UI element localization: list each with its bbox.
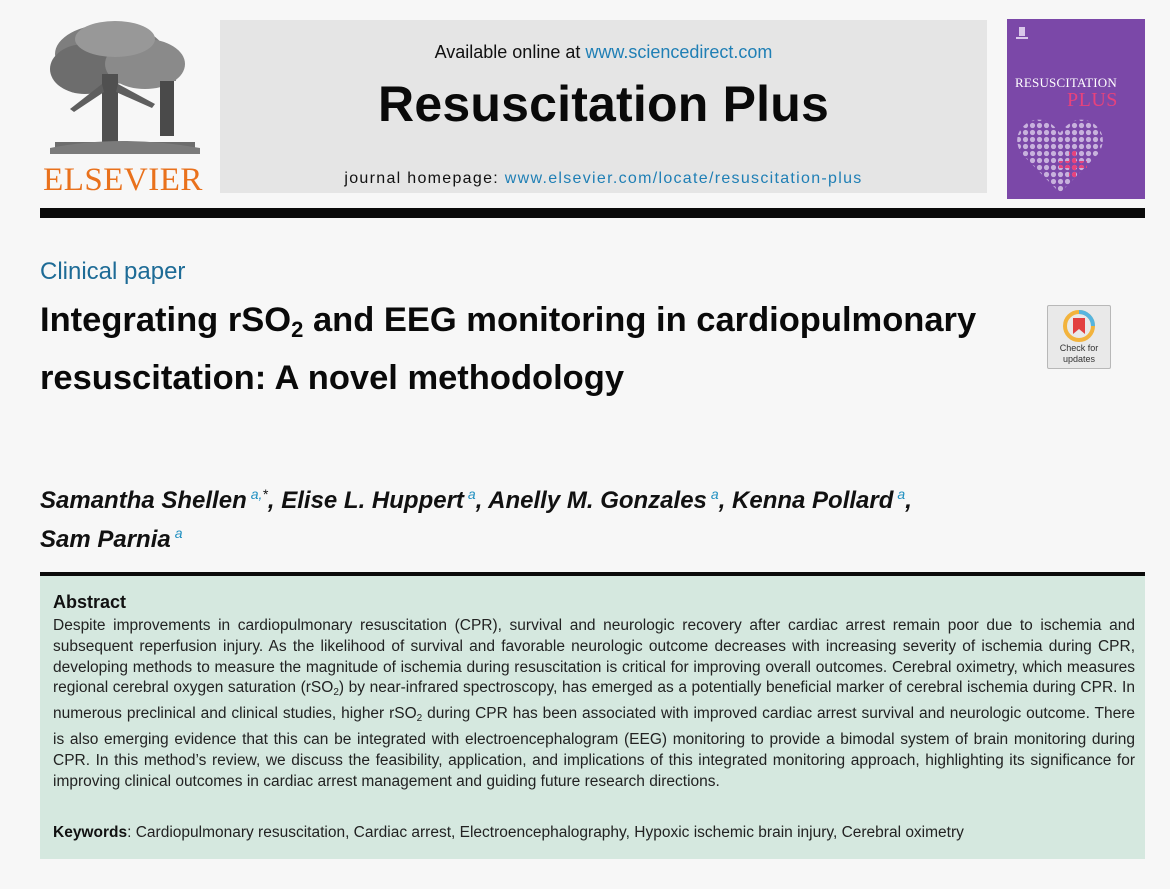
elsevier-tree-icon <box>40 14 206 162</box>
abstract-subscript: 2 <box>333 687 339 699</box>
abstract-heading: Abstract <box>53 592 127 612</box>
available-prefix: Available online at <box>434 42 586 62</box>
author-name[interactable]: Samantha Shellen <box>40 487 247 514</box>
title-part-2: and EEG monitoring in cardiopulmonary resuscitation: A novel methodology <box>40 301 977 397</box>
abstract-subscript: 2 <box>416 713 423 725</box>
author-separator: , <box>905 487 912 514</box>
author-separator: , <box>475 487 489 514</box>
abstract-box <box>40 572 1145 859</box>
author-separator: , <box>718 487 733 514</box>
cover-title: RESUSCITATION <box>1015 75 1117 90</box>
elsevier-wordmark: ELSEVIER <box>43 162 203 198</box>
check-updates-line-1: Check for <box>1059 343 1099 353</box>
affiliation-marker[interactable]: a,* <box>250 486 268 502</box>
article-type-label: Clinical paper <box>40 258 186 285</box>
journal-cover[interactable] <box>1007 19 1145 199</box>
title-part-1: Integrating rSO <box>40 301 292 339</box>
keywords <box>53 824 964 842</box>
dotted-heart-icon <box>1015 115 1105 195</box>
keywords-separator: : <box>127 824 136 841</box>
paper-title <box>40 296 1000 402</box>
header-rule <box>40 208 1145 218</box>
affiliation-marker[interactable]: a <box>897 486 906 502</box>
sciencedirect-link[interactable]: www.sciencedirect.com <box>585 42 773 62</box>
author-name[interactable]: Elise L. Huppert <box>281 487 464 514</box>
affiliation-marker[interactable]: a <box>174 525 183 541</box>
journal-homepage <box>220 170 987 188</box>
homepage-link[interactable]: www.elsevier.com/locate/resuscitation-plus <box>504 170 863 187</box>
author-name[interactable]: Sam Parnia <box>40 526 171 553</box>
author-separator: , <box>267 487 282 514</box>
keywords-label: Keywords <box>53 824 128 841</box>
journal-header <box>40 14 1145 204</box>
check-updates-line-2: updates <box>1062 354 1096 364</box>
journal-title: Resuscitation Plus <box>378 76 829 132</box>
homepage-prefix: journal homepage: <box>344 170 505 187</box>
title-subscript: 2 <box>291 317 304 342</box>
available-online <box>220 42 987 63</box>
check-for-updates-button[interactable] <box>1047 305 1111 369</box>
author-name[interactable]: Kenna Pollard <box>732 487 894 514</box>
elsevier-mini-logo-icon <box>1015 25 1029 41</box>
check-updates-icon <box>1062 310 1096 342</box>
journal-banner <box>220 20 987 193</box>
author-name[interactable]: Anelly M. Gonzales <box>488 487 707 514</box>
elsevier-logo[interactable] <box>40 14 206 196</box>
cover-plus: PLUS <box>1067 89 1118 111</box>
author-list <box>40 478 1120 556</box>
affiliation-marker[interactable]: a <box>467 486 476 502</box>
abstract-text: Despite improvements in cardiopulmonary resuscitation (CPR), survival and neurologic recovery after cardiac arrest remain poor due to ischemia and subsequent reperfusion injury. As the likelihood of survival and favorable neurologic outcome decreases with increasing severity of ischemia during CPR, developing methods to measure the magnitude of ischemia during resuscitation is critical for improving overall outcomes. Cerebral oximetry, which measures regional cerebral oxygen saturation (rSO$_2$) by near-infrared spectroscopy, has emerged as a potentially beneficial marker of cerebral ischemia during CPR. In numerous preclinical and clinical studies, higher rSO$_2$ during CPR has been associated with improved cardiac arrest survival and neurologic outcome. There is also emerging evidence that this can be integrated with electroencephalogram (EEG) monitoring to provide a bimodal system of brain monitoring during CPR. In this method’s review, we discuss the feasibility, application, and implications of this integrated monitoring approach, highlighting its significance for improving clinical outcomes in cardiac arrest management and guiding future research directions. <box>53 617 1135 790</box>
keywords-list: Cardiopulmonary resuscitation, Cardiac arrest, Electroencephalography, Hypoxic ischemic brain injury, Cerebral oximetry <box>135 824 964 841</box>
affiliation-marker[interactable]: a <box>710 486 719 502</box>
